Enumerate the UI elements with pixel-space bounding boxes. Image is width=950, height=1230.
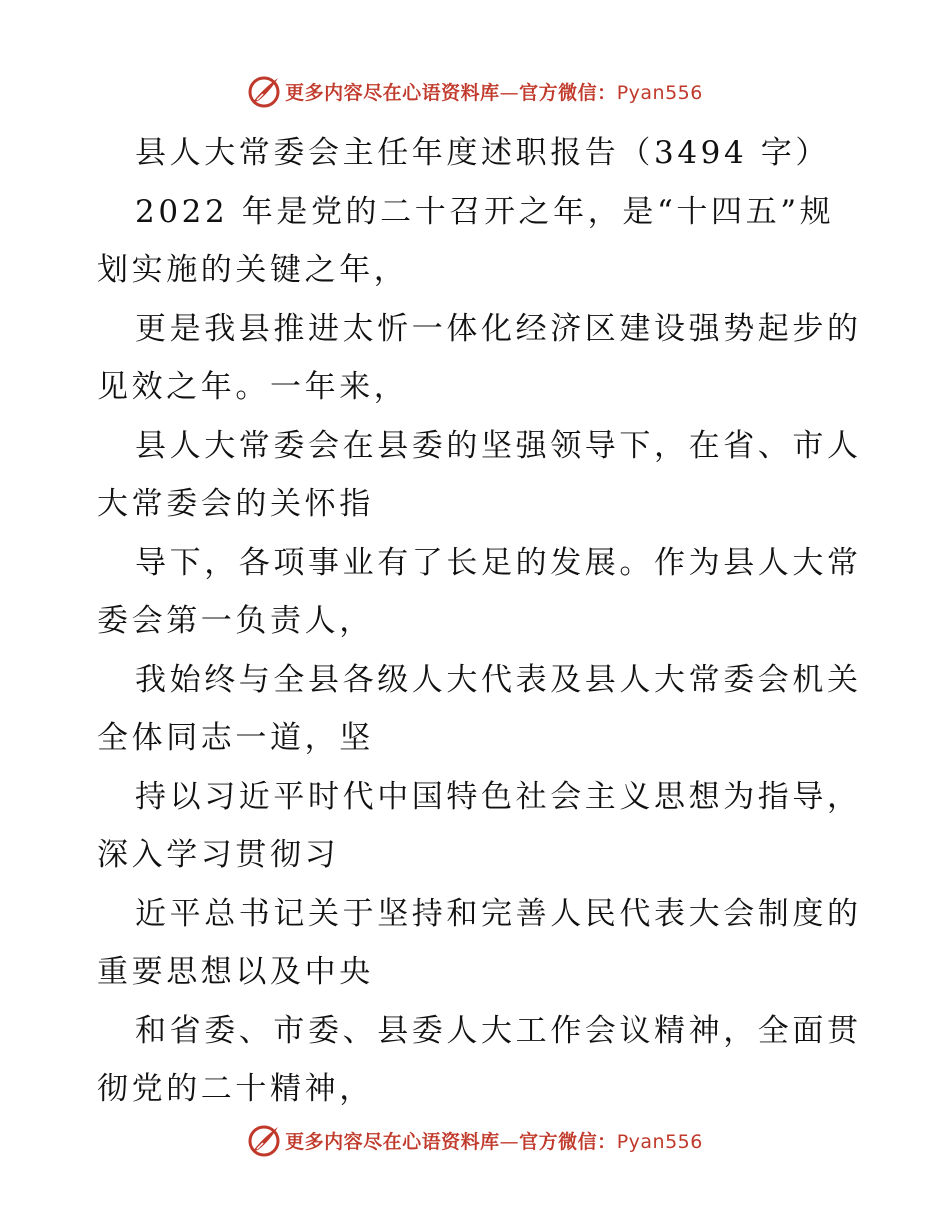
text-line: 见效之年。一年来， (97, 369, 409, 405)
text-line: 划实施的关键之年， (97, 252, 409, 288)
banner-official: 官方微信： (519, 1130, 617, 1153)
text-line: 我始终与全县各级人大代表及县人大常委会机关 (135, 661, 862, 698)
banner-slogan: 更多内容尽在心语资料库 (285, 81, 500, 104)
text-line: 重要思想以及中央 (97, 954, 374, 990)
text-line: 彻党的二十精神， (97, 1071, 374, 1107)
banner-dash: — (499, 1130, 520, 1153)
text-line: 更是我县推进太忻一体化经济区建设强势起步的 (135, 310, 862, 347)
text-line: 大常委会的关怀指 (97, 486, 374, 522)
text-line: 深入学习贯彻习 (97, 837, 340, 873)
quill-pen-logo-icon (247, 1123, 281, 1157)
text-line: 和省委、市委、县委人大工作会议精神，全面贯 (135, 1012, 862, 1049)
text-line: 县人大常委会在县委的坚强领导下，在省、市人 (135, 427, 862, 464)
document-title: 县人大常委会主任年度述职报告（3494 字） (135, 135, 830, 171)
text-line: 2022 年是党的二十召开之年，是“十四五”规 (135, 193, 835, 230)
banner-dash: — (499, 81, 520, 104)
text-line: 导下，各项事业有了长足的发展。作为县人大常 (135, 544, 862, 581)
quill-pen-logo-icon (247, 74, 281, 108)
banner-wechat-id: Pyan556 (616, 81, 703, 104)
text-line: 持以习近平时代中国特色社会主义思想为指导， (135, 778, 862, 815)
banner-text (285, 78, 703, 105)
banner-slogan: 更多内容尽在心语资料库 (285, 1130, 500, 1153)
banner-text (285, 1127, 703, 1154)
header-banner (0, 71, 950, 111)
banner-wechat-id: Pyan556 (616, 1130, 703, 1153)
footer-banner (0, 1120, 950, 1160)
banner-official: 官方微信： (519, 81, 617, 104)
document-body (97, 124, 862, 1119)
text-line: 全体同志一道，坚 (97, 720, 374, 756)
text-line: 近平总书记关于坚持和完善人民代表大会制度的 (135, 895, 862, 932)
text-line: 委会第一负责人， (97, 603, 374, 639)
